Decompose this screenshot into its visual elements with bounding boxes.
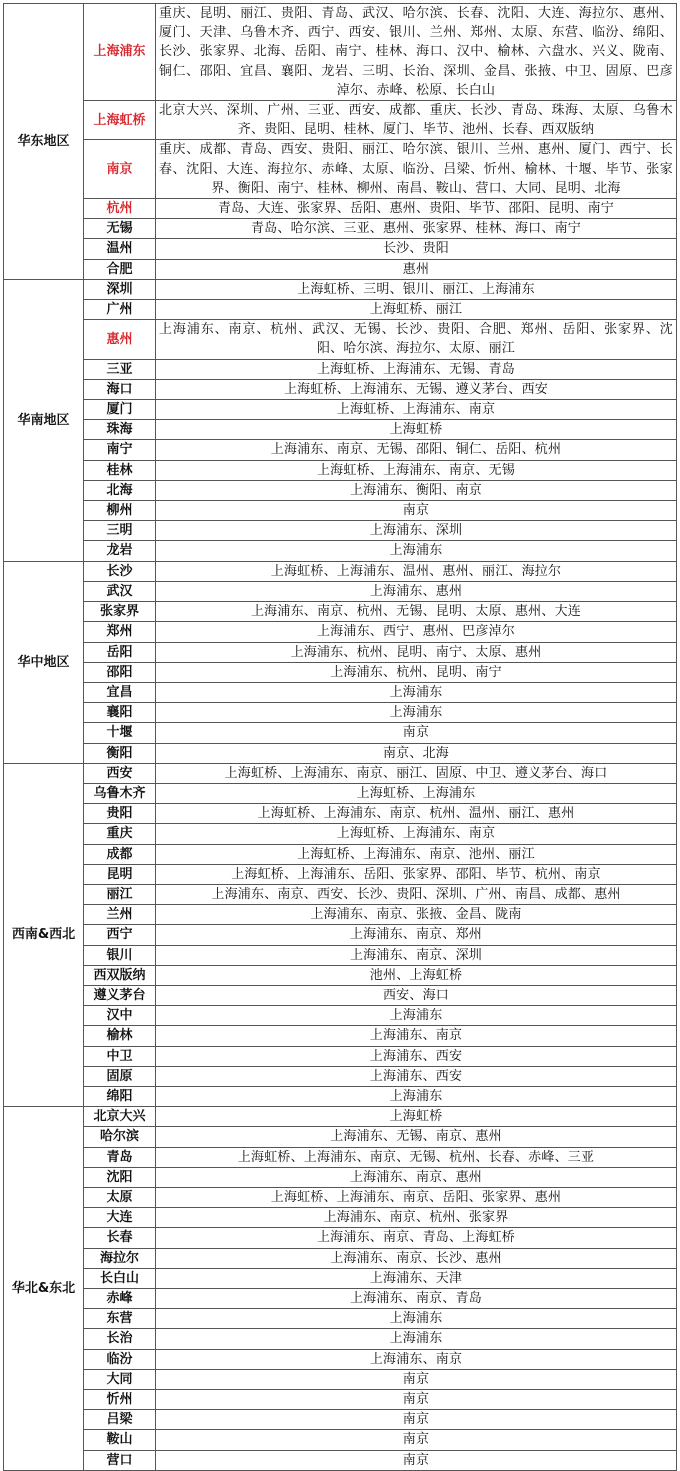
origin-city-cell: 海口: [84, 379, 156, 399]
table-row: [4, 1147, 677, 1167]
table-row: [4, 1046, 677, 1066]
origin-city-cell: 长白山: [84, 1268, 156, 1288]
destinations-cell: 池州、上海虹桥: [156, 965, 677, 985]
origin-city-cell: 银川: [84, 945, 156, 965]
destinations-cell: 上海虹桥、上海浦东、南京、无锡、杭州、长春、赤峰、三亚: [156, 1147, 677, 1167]
route-table-body: [4, 4, 677, 1471]
destinations-cell: 上海浦东、南京、长沙、惠州: [156, 1248, 677, 1268]
table-row: [4, 1167, 677, 1187]
destinations-cell: 南京: [156, 1430, 677, 1450]
table-row: [4, 1208, 677, 1228]
table-row: [4, 1066, 677, 1086]
table-row: [4, 140, 677, 199]
destinations-cell: 上海浦东: [156, 703, 677, 723]
table-row: [4, 682, 677, 702]
table-row: [4, 703, 677, 723]
origin-city-cell: 上海浦东: [84, 4, 156, 101]
destinations-cell: 重庆、成都、青岛、西安、贵阳、丽江、哈尔滨、银川、兰州、惠州、厦门、西宁、长春、沈阳、大连、海拉尔、赤峰、太原、临汾、吕梁、忻州、榆林、十堰、毕节、张家界、衡阳、南宁、桂林、柳州、南昌、鞍山、营口、大同、昆明、北海: [156, 140, 677, 199]
origin-city-cell: 青岛: [84, 1147, 156, 1167]
origin-city-cell: 无锡: [84, 219, 156, 239]
destinations-cell: 上海虹桥: [156, 420, 677, 440]
table-row: [4, 783, 677, 803]
destinations-cell: 上海浦东、南京: [156, 1026, 677, 1046]
table-row: [4, 864, 677, 884]
destinations-cell: 上海虹桥、上海浦东、无锡、遵义茅台、西安: [156, 379, 677, 399]
origin-city-cell: 忻州: [84, 1390, 156, 1410]
table-row: [4, 723, 677, 743]
destinations-cell: 上海浦东、南京、张掖、金昌、陇南: [156, 905, 677, 925]
destinations-cell: 惠州: [156, 259, 677, 279]
destinations-cell: 上海虹桥、上海浦东、南京、杭州、温州、丽江、惠州: [156, 804, 677, 824]
destinations-cell: 上海虹桥、上海浦东、南京、岳阳、张家界、惠州: [156, 1187, 677, 1207]
table-row: [4, 320, 677, 359]
table-row: [4, 763, 677, 783]
destinations-cell: 上海浦东、南京、惠州: [156, 1167, 677, 1187]
origin-city-cell: 郑州: [84, 622, 156, 642]
table-row: [4, 662, 677, 682]
origin-city-cell: 襄阳: [84, 703, 156, 723]
destinations-cell: 上海浦东: [156, 1309, 677, 1329]
origin-city-cell: 龙岩: [84, 541, 156, 561]
origin-city-cell: 桂林: [84, 460, 156, 480]
destinations-cell: 上海虹桥、上海浦东、岳阳、张家界、邵阳、毕节、杭州、南京: [156, 864, 677, 884]
table-row: [4, 1329, 677, 1349]
table-row: [4, 501, 677, 521]
destinations-cell: 上海浦东、西安: [156, 1066, 677, 1086]
destinations-cell: 上海虹桥、上海浦东、南京、丽江、固原、中卫、遵义茅台、海口: [156, 763, 677, 783]
destinations-cell: 上海虹桥、上海浦东、无锡、青岛: [156, 359, 677, 379]
table-row: [4, 199, 677, 219]
origin-city-cell: 深圳: [84, 279, 156, 299]
table-row: [4, 1268, 677, 1288]
destinations-cell: 上海浦东: [156, 1006, 677, 1026]
table-row: [4, 1309, 677, 1329]
table-row: [4, 219, 677, 239]
table-row: [4, 1450, 677, 1470]
table-row: [4, 239, 677, 259]
origin-city-cell: 长沙: [84, 561, 156, 581]
destinations-cell: 上海浦东: [156, 1086, 677, 1106]
destinations-cell: 南京: [156, 1450, 677, 1470]
origin-city-cell: 临汾: [84, 1349, 156, 1369]
origin-city-cell: 沈阳: [84, 1167, 156, 1187]
origin-city-cell: 长治: [84, 1329, 156, 1349]
destinations-cell: 南京: [156, 1390, 677, 1410]
destinations-cell: 上海浦东、南京、深圳: [156, 945, 677, 965]
table-row: [4, 460, 677, 480]
table-row: [4, 379, 677, 399]
table-row: [4, 279, 677, 299]
destinations-cell: 上海浦东、天津: [156, 1268, 677, 1288]
region-cell: 华中地区: [4, 561, 84, 763]
origin-city-cell: 南宁: [84, 440, 156, 460]
origin-city-cell: 武汉: [84, 581, 156, 601]
destinations-cell: 上海浦东: [156, 682, 677, 702]
origin-city-cell: 重庆: [84, 824, 156, 844]
table-row: [4, 824, 677, 844]
destinations-cell: 上海虹桥、丽江: [156, 300, 677, 320]
destinations-cell: 上海浦东、南京、青岛、上海虹桥: [156, 1228, 677, 1248]
origin-city-cell: 宜昌: [84, 682, 156, 702]
origin-city-cell: 温州: [84, 239, 156, 259]
origin-city-cell: 长春: [84, 1228, 156, 1248]
destinations-cell: 上海浦东、惠州: [156, 581, 677, 601]
table-row: [4, 359, 677, 379]
table-row: [4, 844, 677, 864]
table-row: [4, 804, 677, 824]
table-row: [4, 1086, 677, 1106]
origin-city-cell: 上海虹桥: [84, 101, 156, 140]
destinations-cell: 长沙、贵阳: [156, 239, 677, 259]
origin-city-cell: 贵阳: [84, 804, 156, 824]
table-row: [4, 622, 677, 642]
destinations-cell: 重庆、昆明、丽江、贵阳、青岛、武汉、哈尔滨、长春、沈阳、大连、海拉尔、惠州、厦门、天津、乌鲁木齐、西宁、西安、银川、兰州、郑州、太原、东营、临汾、绵阳、长沙、张家界、北海、岳阳、南宁、桂林、海口、汉中、榆林、六盘水、兴义、陇南、铜仁、邵阳、宜昌、襄阳、龙岩、三明、长治、深圳、金昌、张掖、中卫、固原、巴彦淖尔、赤峰、松原、长白山: [156, 4, 677, 101]
destinations-cell: 上海浦东、南京、西安、长沙、贵阳、深圳、广州、南昌、成都、惠州: [156, 884, 677, 904]
origin-city-cell: 绵阳: [84, 1086, 156, 1106]
table-row: [4, 1006, 677, 1026]
table-row: [4, 420, 677, 440]
table-row: [4, 300, 677, 320]
route-table: [3, 3, 677, 1471]
region-cell: 华北&东北: [4, 1107, 84, 1471]
origin-city-cell: 三明: [84, 521, 156, 541]
origin-city-cell: 衡阳: [84, 743, 156, 763]
origin-city-cell: 成都: [84, 844, 156, 864]
destinations-cell: 南京: [156, 723, 677, 743]
origin-city-cell: 汉中: [84, 1006, 156, 1026]
origin-city-cell: 海拉尔: [84, 1248, 156, 1268]
origin-city-cell: 乌鲁木齐: [84, 783, 156, 803]
destinations-cell: 上海浦东、杭州、昆明、南宁、太原、惠州: [156, 642, 677, 662]
origin-city-cell: 张家界: [84, 602, 156, 622]
table-row: [4, 1369, 677, 1389]
origin-city-cell: 中卫: [84, 1046, 156, 1066]
destinations-cell: 上海浦东: [156, 1329, 677, 1349]
origin-city-cell: 柳州: [84, 501, 156, 521]
region-cell: 华南地区: [4, 279, 84, 561]
table-row: [4, 400, 677, 420]
destinations-cell: 南京: [156, 1369, 677, 1389]
origin-city-cell: 惠州: [84, 320, 156, 359]
origin-city-cell: 北京大兴: [84, 1107, 156, 1127]
destinations-cell: 上海浦东、无锡、南京、惠州: [156, 1127, 677, 1147]
origin-city-cell: 太原: [84, 1187, 156, 1207]
destinations-cell: 上海浦东、西安: [156, 1046, 677, 1066]
destinations-cell: 上海浦东、南京、杭州、张家界: [156, 1208, 677, 1228]
table-row: [4, 1410, 677, 1430]
destinations-cell: 南京、北海: [156, 743, 677, 763]
destinations-cell: 上海浦东、南京、青岛: [156, 1289, 677, 1309]
origin-city-cell: 岳阳: [84, 642, 156, 662]
origin-city-cell: 西安: [84, 763, 156, 783]
destinations-cell: 上海浦东、南京、郑州: [156, 925, 677, 945]
origin-city-cell: 东营: [84, 1309, 156, 1329]
destinations-cell: 上海浦东、杭州、昆明、南宁: [156, 662, 677, 682]
origin-city-cell: 广州: [84, 300, 156, 320]
origin-city-cell: 榆林: [84, 1026, 156, 1046]
origin-city-cell: 赤峰: [84, 1289, 156, 1309]
origin-city-cell: 哈尔滨: [84, 1127, 156, 1147]
table-row: [4, 259, 677, 279]
origin-city-cell: 遵义茅台: [84, 985, 156, 1005]
destinations-cell: 上海虹桥、上海浦东、温州、惠州、丽江、海拉尔: [156, 561, 677, 581]
destinations-cell: 上海浦东、西宁、惠州、巴彦淖尔: [156, 622, 677, 642]
destinations-cell: 上海浦东、南京、无锡、邵阳、铜仁、岳阳、杭州: [156, 440, 677, 460]
origin-city-cell: 厦门: [84, 400, 156, 420]
origin-city-cell: 昆明: [84, 864, 156, 884]
origin-city-cell: 大同: [84, 1369, 156, 1389]
table-row: [4, 4, 677, 101]
table-row: [4, 561, 677, 581]
origin-city-cell: 南京: [84, 140, 156, 199]
origin-city-cell: 吕梁: [84, 1410, 156, 1430]
destinations-cell: 上海虹桥、上海浦东、南京: [156, 400, 677, 420]
table-row: [4, 101, 677, 140]
destinations-cell: 上海浦东: [156, 541, 677, 561]
destinations-cell: 青岛、大连、张家界、岳阳、惠州、贵阳、毕节、邵阳、昆明、南宁: [156, 199, 677, 219]
table-row: [4, 985, 677, 1005]
table-row: [4, 1107, 677, 1127]
table-row: [4, 925, 677, 945]
origin-city-cell: 合肥: [84, 259, 156, 279]
table-row: [4, 1228, 677, 1248]
origin-city-cell: 丽江: [84, 884, 156, 904]
table-row: [4, 1390, 677, 1410]
origin-city-cell: 北海: [84, 480, 156, 500]
table-row: [4, 1187, 677, 1207]
origin-city-cell: 固原: [84, 1066, 156, 1086]
table-row: [4, 1127, 677, 1147]
table-row: [4, 965, 677, 985]
table-row: [4, 521, 677, 541]
origin-city-cell: 大连: [84, 1208, 156, 1228]
table-row: [4, 884, 677, 904]
table-row: [4, 1289, 677, 1309]
table-row: [4, 1349, 677, 1369]
origin-city-cell: 西双版纳: [84, 965, 156, 985]
destinations-cell: 青岛、哈尔滨、三亚、惠州、张家界、桂林、海口、南宁: [156, 219, 677, 239]
region-cell: 华东地区: [4, 4, 84, 280]
table-row: [4, 743, 677, 763]
destinations-cell: 上海虹桥、上海浦东、南京、池州、丽江: [156, 844, 677, 864]
origin-city-cell: 三亚: [84, 359, 156, 379]
origin-city-cell: 鞍山: [84, 1430, 156, 1450]
origin-city-cell: 西宁: [84, 925, 156, 945]
origin-city-cell: 邵阳: [84, 662, 156, 682]
destinations-cell: 上海浦东、衡阳、南京: [156, 480, 677, 500]
origin-city-cell: 兰州: [84, 905, 156, 925]
origin-city-cell: 杭州: [84, 199, 156, 219]
destinations-cell: 南京: [156, 1410, 677, 1430]
origin-city-cell: 珠海: [84, 420, 156, 440]
destinations-cell: 上海虹桥、上海浦东、南京、无锡: [156, 460, 677, 480]
destinations-cell: 上海虹桥、上海浦东、南京: [156, 824, 677, 844]
destinations-cell: 上海浦东、深圳: [156, 521, 677, 541]
origin-city-cell: 营口: [84, 1450, 156, 1470]
destinations-cell: 西安、海口: [156, 985, 677, 1005]
destinations-cell: 北京大兴、深圳、广州、三亚、西安、成都、重庆、长沙、青岛、珠海、太原、乌鲁木齐、贵阳、昆明、桂林、厦门、毕节、池州、长春、西双版纳: [156, 101, 677, 140]
destinations-cell: 上海浦东、南京、杭州、武汉、无锡、长沙、贵阳、合肥、郑州、岳阳、张家界、沈阳、哈尔滨、海拉尔、太原、丽江: [156, 320, 677, 359]
destinations-cell: 上海浦东、南京: [156, 1349, 677, 1369]
table-row: [4, 905, 677, 925]
destinations-cell: 南京: [156, 501, 677, 521]
destinations-cell: 上海虹桥、上海浦东: [156, 783, 677, 803]
table-row: [4, 1248, 677, 1268]
table-row: [4, 1026, 677, 1046]
table-row: [4, 480, 677, 500]
table-row: [4, 541, 677, 561]
origin-city-cell: 十堰: [84, 723, 156, 743]
destinations-cell: 上海虹桥、三明、银川、丽江、上海浦东: [156, 279, 677, 299]
table-row: [4, 642, 677, 662]
destinations-cell: 上海虹桥: [156, 1107, 677, 1127]
table-row: [4, 581, 677, 601]
region-cell: 西南&西北: [4, 763, 84, 1106]
table-row: [4, 440, 677, 460]
table-row: [4, 945, 677, 965]
destinations-cell: 上海浦东、南京、杭州、无锡、昆明、太原、惠州、大连: [156, 602, 677, 622]
table-row: [4, 602, 677, 622]
